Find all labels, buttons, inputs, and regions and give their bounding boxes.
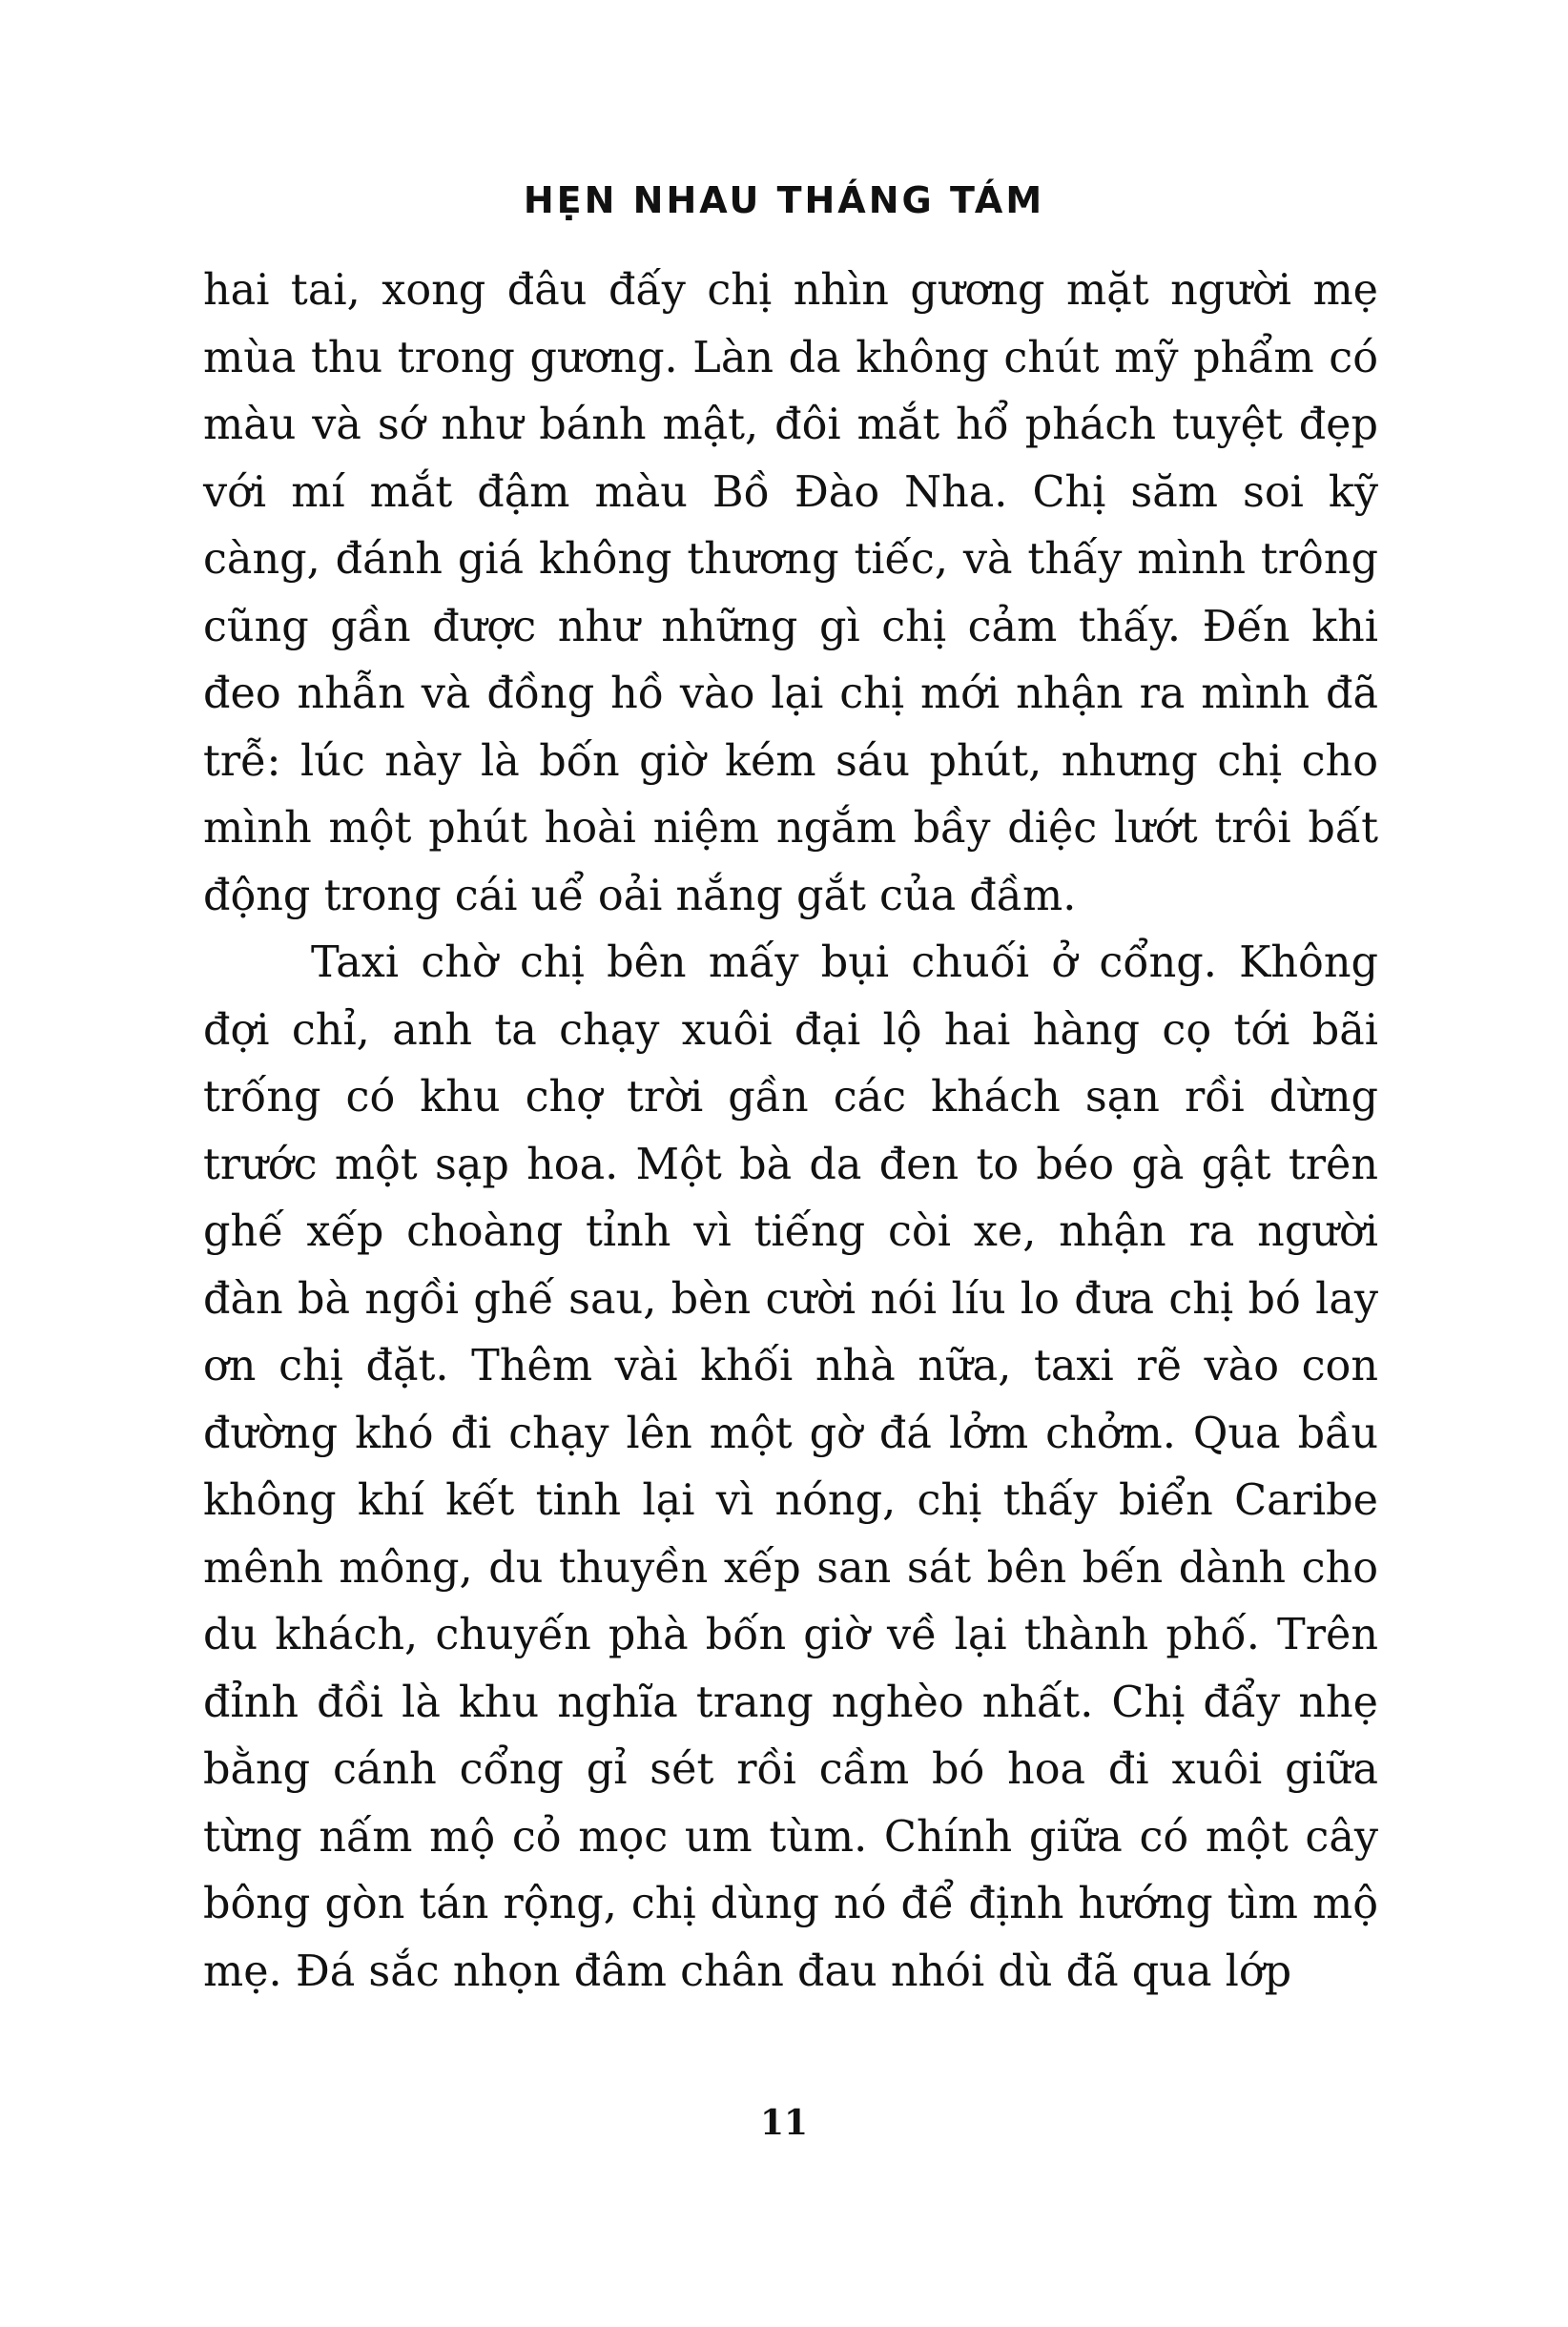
page-number: 11 — [759, 2103, 809, 2143]
body-text — [203, 257, 1378, 2006]
paragraph-1: hai tai, xong đâu đấy chị nhìn gương mặt người mẹ mùa thu trong gương. Làn da không chút mỹ phẩm có màu và sớ như bánh mật, đôi mắt hổ phách tuyệt đẹp với mí mắt đậm màu Bồ Đào Nha. Chị săm soi kỹ càng, đánh giá không thương tiếc, và thấy mình trông cũng gần được như những gì chị cảm thấy. Đến khi đeo nhẫn và đồng hồ vào lại chị mới nhận ra mình đã trễ: lúc này là bốn giờ kém sáu phút, nhưng chị cho mình một phút hoài niệm ngắm bầy diệc lướt trôi bất động trong cái uể oải nắng gắt của đầm. — [203, 266, 1378, 920]
running-header-title: HẸN NHAU THÁNG TÁM — [523, 179, 1045, 221]
paragraph-2: Taxi chờ chị bên mấy bụi chuối ở cổng. Không đợi chỉ, anh ta chạy xuôi đại lộ hai hàng cọ tới bãi trống có khu chợ trời gần các khách sạn rồi dừng trước một sạp hoa. Một bà da đen to béo gà gật trên ghế xếp choàng tỉnh vì tiếng còi xe, nhận ra người đàn bà ngồi ghế sau, bèn cười nói líu lo đưa chị bó lay ơn chị đặt. Thêm vài khối nhà nữa, taxi rẽ vào con đường khó đi chạy lên một gờ đá lởm chởm. Qua bầu không khí kết tinh lại vì nóng, chị thấy biển Caribe mênh mông, du thuyền xếp san sát bên bến dành cho du khách, chuyến phà bốn giờ về lại thành phố. Trên đỉnh đồi là khu nghĩa trang nghèo nhất. Chị đẩy nhẹ bằng cánh cổng gỉ sét rồi cầm bó hoa đi xuôi giữa từng nấm mộ cỏ mọc um tùm. Chính giữa có một cây bông gòn tán rộng, chị dùng nó để định hướng tìm mộ mẹ. Đá sắc nhọn đâm chân đau nhói dù đã qua lớp — [203, 938, 1378, 1996]
